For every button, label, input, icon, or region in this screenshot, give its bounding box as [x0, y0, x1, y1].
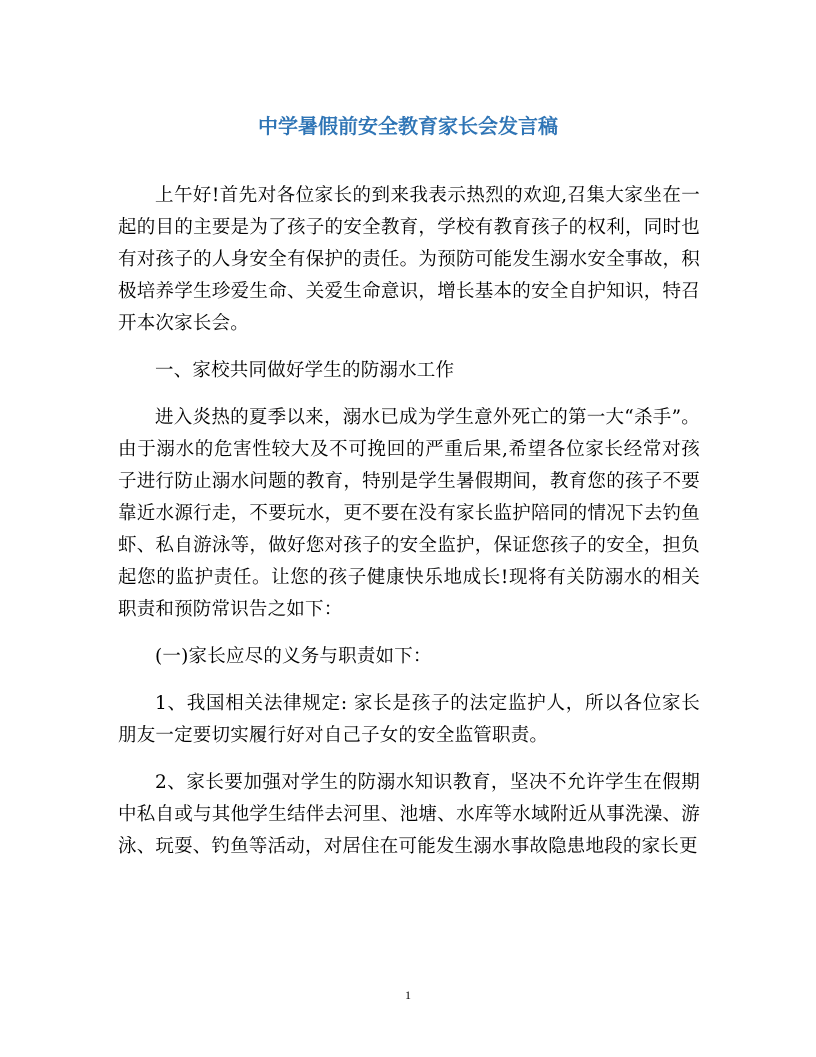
- paragraph-greeting: 上午好!首先对各位家长的到来我表示热烈的欢迎,召集大家坐在一起的目的主要是为了孩子的安全教育，学校有教育孩子的权利，同时也有对孩子的人身安全有保护的责任。为预防可能发生溺水安全事故，积极培养学生珍爱生命、关爱生命意识，增长基本的安全自护知识，特召开本次家长会。: [118, 185, 700, 334]
- subsection-heading-1: (一)家长应尽的义务与职责如下：: [155, 646, 432, 667]
- document-body: [118, 180, 700, 878]
- document-title: 中学暑假前安全教育家长会发言稿: [258, 114, 558, 138]
- list-item-2: 2、家长要加强对学生的防溺水知识教育，坚决不允许学生在假期中私自或与其他学生结伴去河里、池塘、水库等水域附近从事洗澡、游泳、玩耍、钓鱼等活动，对居住在可能发生溺水事故隐患地段的家长更: [118, 772, 700, 857]
- page-number: 1: [405, 988, 411, 1002]
- section-heading-1: 一、家校共同做好学生的防溺水工作: [155, 360, 455, 381]
- paragraph-drowning-intro: 进入炎热的夏季以来，溺水已成为学生意外死亡的第一大“杀手”。由于溺水的危害性较大及不可挽回的严重后果,希望各位家长经常对孩子进行防止溺水问题的教育，特别是学生暑假期间，教育您的孩子不要靠近水源行走，不要玩水，更不要在没有家长监护陪同的情况下去钓鱼虾、私自游泳等，做好您对孩子的安全监护，保证您孩子的安全，担负起您的监护责任。让您的孩子健康快乐地成长!现将有关防溺水的相关职责和预防常识告之如下：: [118, 407, 700, 620]
- list-item-1: 1、我国相关法律规定: 家长是孩子的法定监护人，所以各位家长朋友一定要切实履行好对自己子女的安全监管职责。: [118, 693, 700, 746]
